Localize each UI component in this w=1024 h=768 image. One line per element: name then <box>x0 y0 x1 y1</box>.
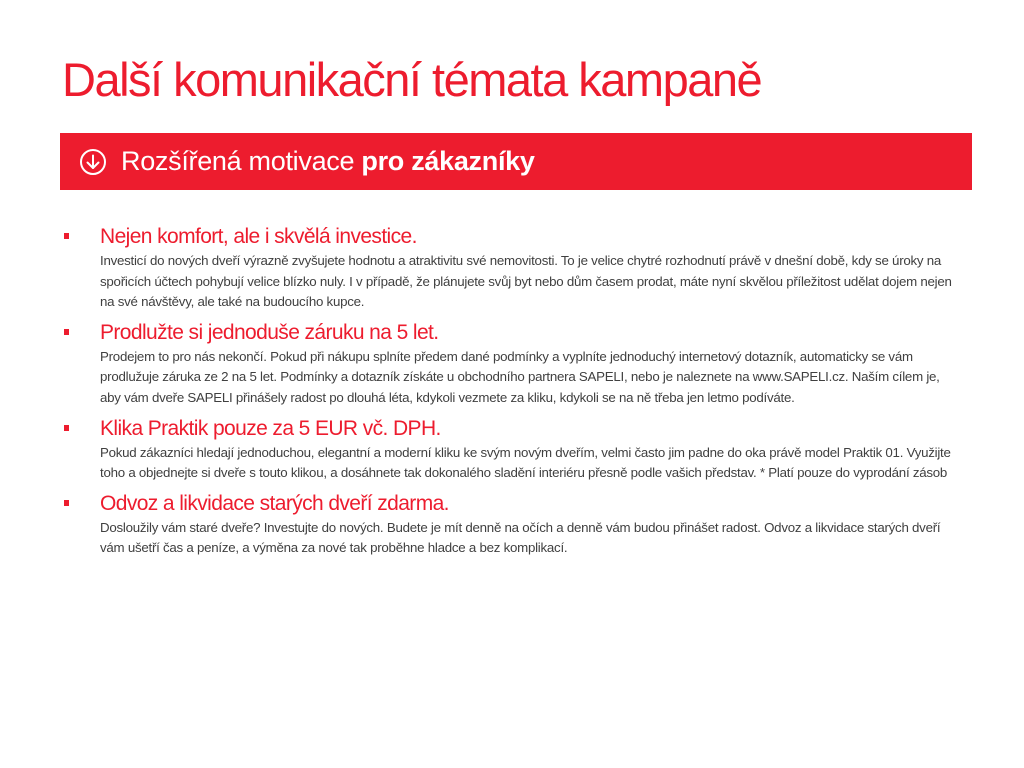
square-bullet-icon <box>64 329 69 335</box>
section-heading-light: Rozšířená motivace <box>121 146 362 176</box>
bullet-heading: Odvoz a likvidace starých dveří zdarma. <box>100 491 449 515</box>
bullet-body: Investicí do nových dveří výrazně zvyšujete hodnotu a atraktivitu své nemovitosti. To je velice chytré rozhodnutí právě v dnešní době, kdy se úroky na spořicích účtech pohybují velice blízko nuly. I v případě, že plánujete svůj byt nebo dům časem prodat, máte nyní skvělou příležitost udělat dojem nejen na své návštěvy, ale také na budoucího kupce. <box>100 253 952 310</box>
section-heading-bold: pro zákazníky <box>361 146 535 176</box>
list-item <box>60 319 960 409</box>
section-banner <box>60 133 972 190</box>
bullet-body: Prodejem to pro nás nekončí. Pokud při nákupu splníte předem dané podmínky a vyplníte jednoduchý internetový dotazník, automaticky se vám prodlužuje záruka ze 2 na 5 let. Podmínky a dotazník získáte u obchodního partnera SAPELI, nebo je naleznete na www.SAPELI.cz. Naším cílem je, aby vám dveře SAPELI přinášely radost po dlouhá léta, kdykoli vezmete za kliku, kdykoli se na ně třeba jen letmo podíváte. <box>100 348 940 405</box>
list-item <box>60 415 960 484</box>
arrow-down-circle-icon <box>79 148 107 176</box>
bullet-heading: Nejen komfort, ale i skvělá investice. <box>100 225 417 248</box>
square-bullet-icon <box>64 500 69 506</box>
square-bullet-icon <box>64 425 69 431</box>
section-heading <box>121 133 535 190</box>
square-bullet-icon <box>64 233 69 239</box>
bullet-list <box>60 223 960 565</box>
list-item <box>60 490 960 559</box>
bullet-heading: Klika Praktik pouze za 5 EUR vč. DPH. <box>100 416 441 440</box>
page-title: Další komunikační témata kampaně <box>62 53 762 106</box>
bullet-body: Pokud zákazníci hledají jednoduchou, elegantní a moderní kliku ke svým novým dveřím, velmi často jim padne do oka právě model Praktik 01. Využijte toho a objednejte si dveře s touto klikou, a dosáhnete tak dokonalého sladění interiéru přesně podle vašich představ. * Platí pouze do vyprodání zásob <box>100 444 951 481</box>
list-item <box>60 223 960 313</box>
bullet-body: Dosloužily vám staré dveře? Investujte do nových. Budete je mít denně na očích a denně vám budou přinášet radost. Odvoz a likvidace starých dveří vám ušetří čas a peníze, a výměna za nové tak proběhne hladce a bez komplikací. <box>100 519 941 556</box>
bullet-heading: Prodlužte si jednoduše záruku na 5 let. <box>100 320 439 344</box>
